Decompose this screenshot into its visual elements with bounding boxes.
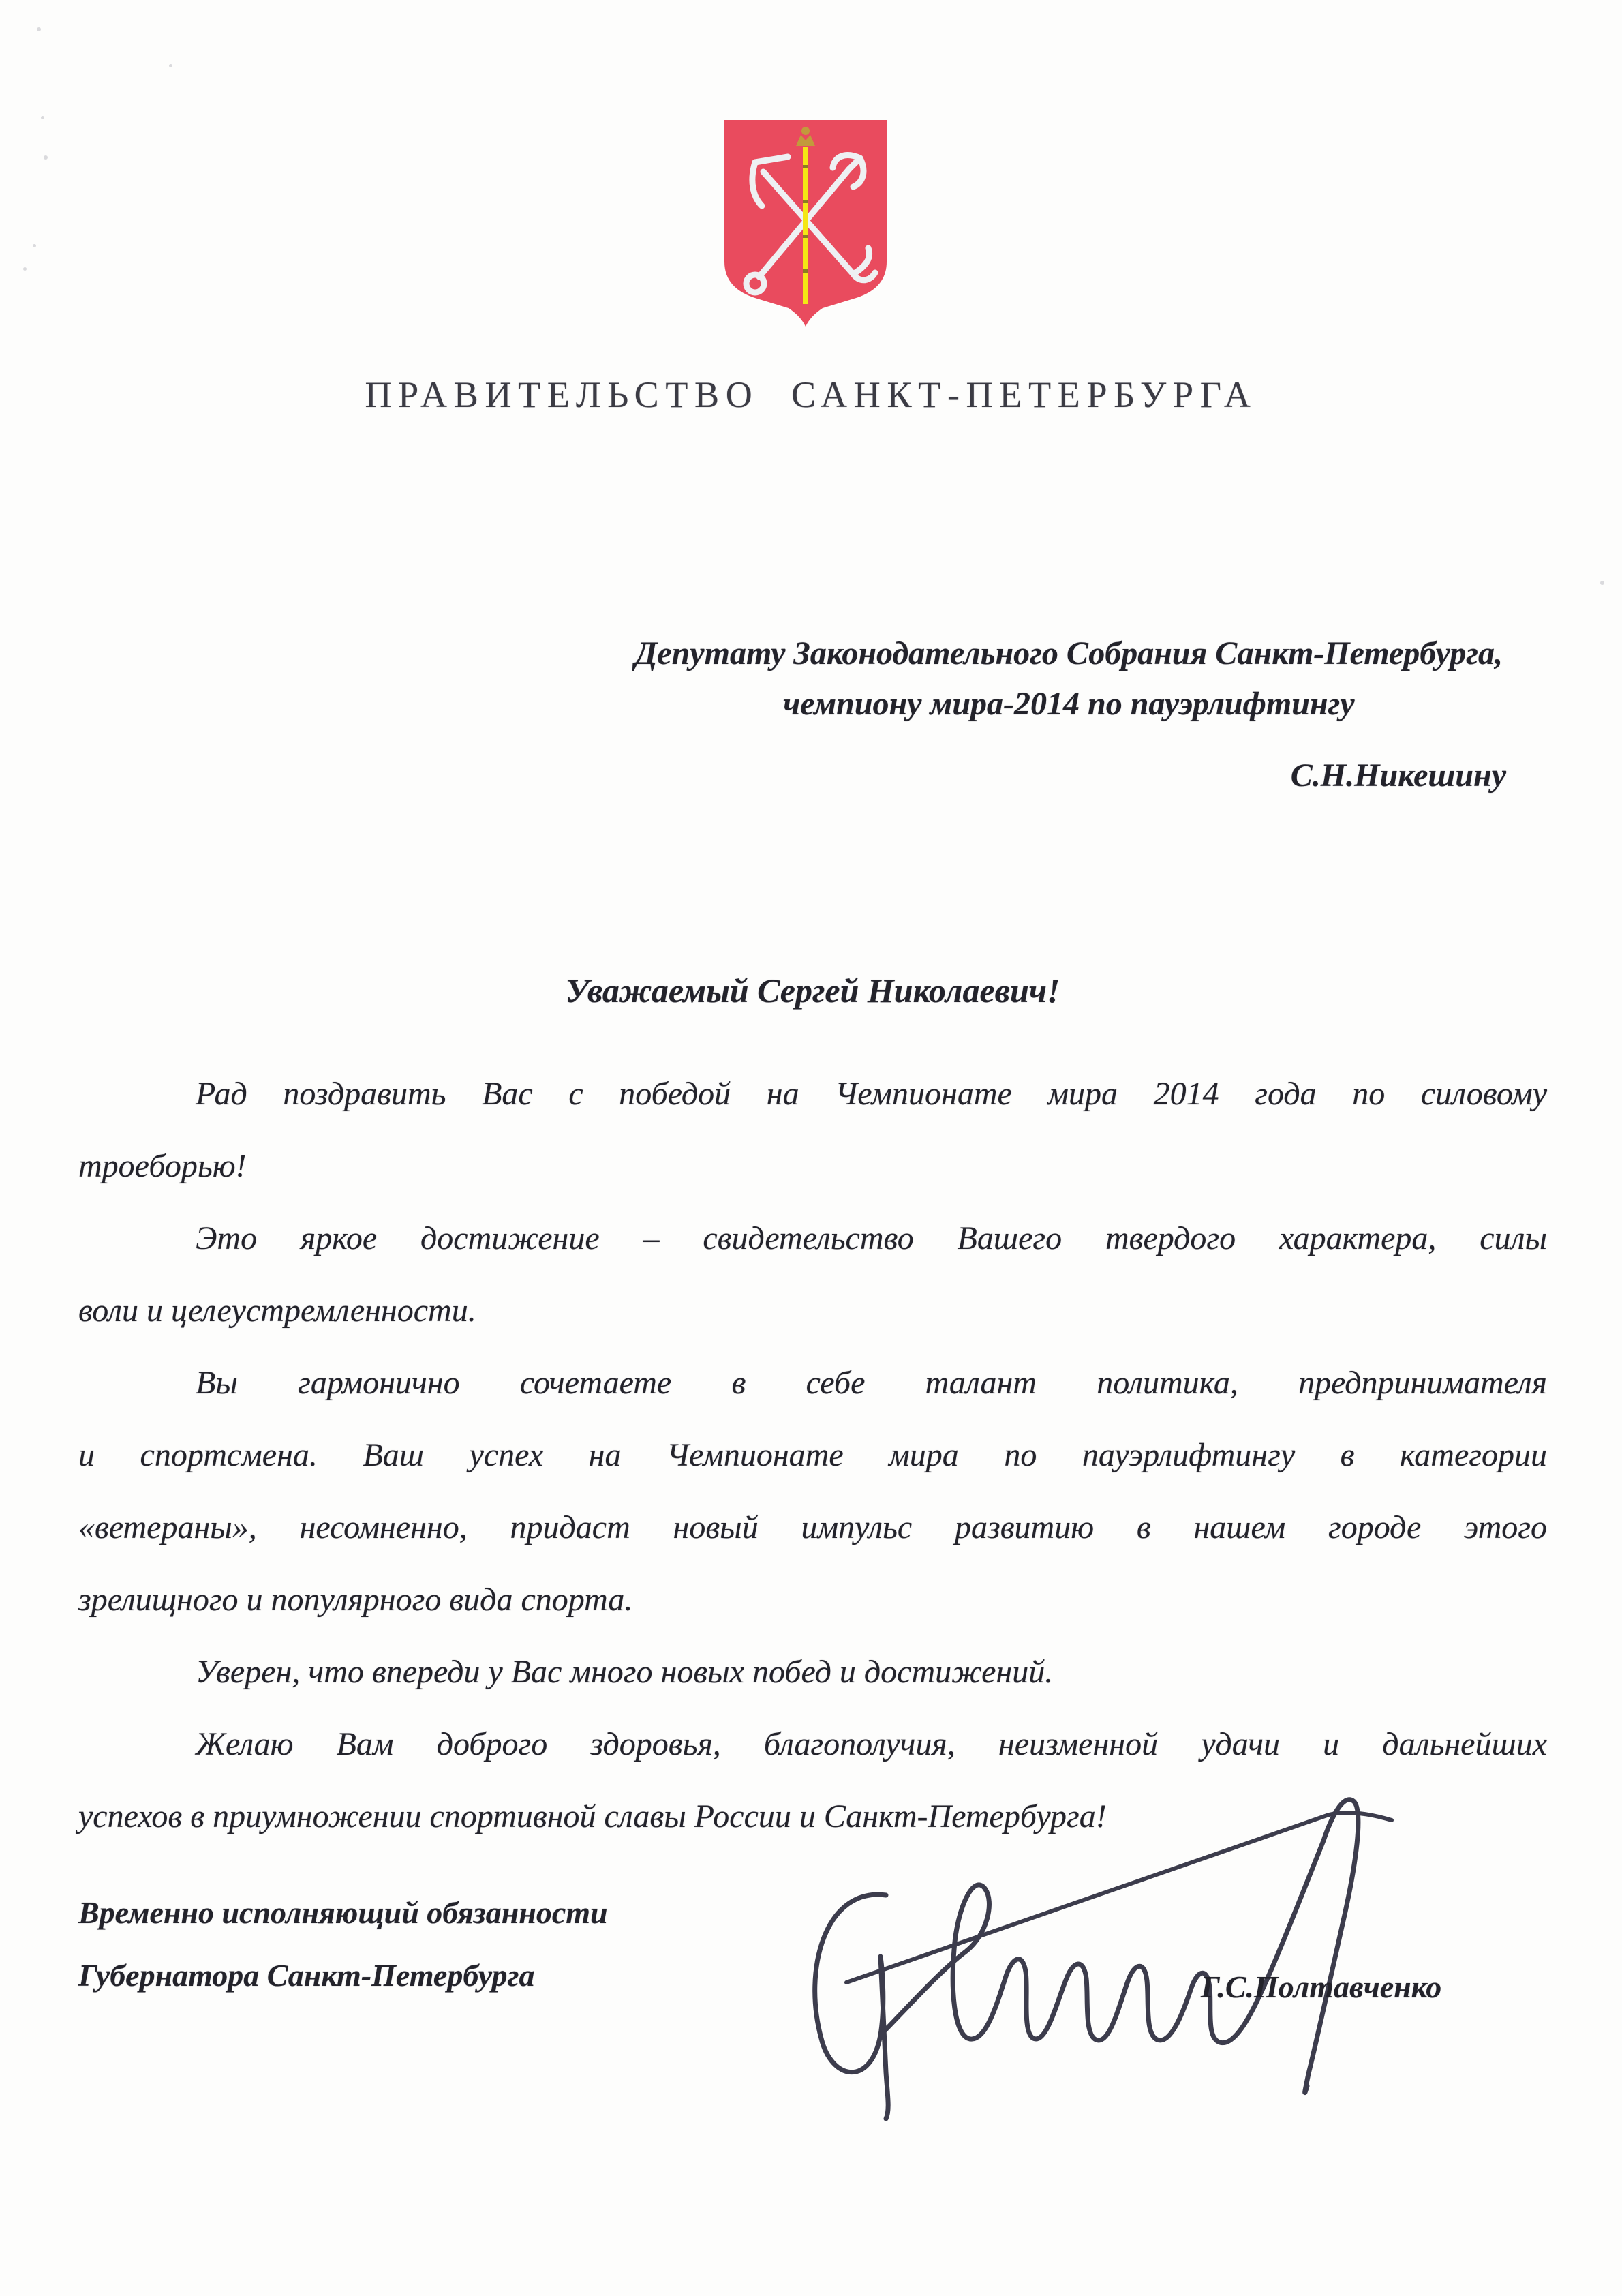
body-line: и спортсмена. Ваш успех на Чемпионате мира по пауэрлифтингу в категории — [78, 1437, 1547, 1473]
body-line: воли и целеустремленности. — [78, 1293, 476, 1329]
body-line: «ветераны», несомненно, придаст новый импульс развитию в нашем городе этого — [78, 1509, 1547, 1545]
scan-speckle — [169, 64, 172, 67]
signature-handwritten-icon — [784, 1745, 1397, 2127]
scan-speckle — [37, 27, 41, 31]
scan-speckle — [23, 267, 27, 271]
organization-name: ПРАВИТЕЛЬСТВО САНКТ-ПЕТЕРБУРГА — [365, 374, 1257, 415]
signer-title-line-1: Временно исполняющий обязанности — [78, 1895, 608, 1930]
addressee-line-2: чемпиону мира-2014 по пауэрлифтингу — [782, 686, 1355, 722]
signer-name: Г.С.Полтавченко — [1201, 1969, 1442, 2004]
signer-title — [78, 1882, 608, 2007]
body-line: Это яркое достижение – свидетельство Вашего твердого характера, силы — [196, 1220, 1547, 1256]
addressee-block — [635, 629, 1503, 729]
letter-body — [78, 1058, 1547, 1853]
body-line: Рад поздравить Вас с победой на Чемпионате мира 2014 года по силовому — [196, 1076, 1547, 1112]
body-line: троеборью! — [78, 1148, 247, 1184]
salutation: Уважаемый Сергей Николаевич! — [565, 971, 1060, 1010]
scan-speckle — [44, 155, 48, 160]
body-line: зрелищного и популярного вида спорта. — [78, 1582, 633, 1618]
scan-speckle — [41, 116, 44, 119]
saint-petersburg-coat-of-arms-icon — [720, 117, 891, 330]
body-line: Уверен, что впереди у Вас много новых побед и достижений. — [196, 1654, 1054, 1690]
body-line: Вы гармонично сочетаете в себе талант политика, предпринимателя — [196, 1365, 1547, 1401]
body-line: успехов в приумножении спортивной славы России и Санкт-Петербурга! — [78, 1798, 1107, 1834]
addressee-line-1: Депутату Законодательного Собрания Санкт-Петербурга, — [634, 635, 1503, 671]
addressee-name: С.Н.Никешину — [1290, 757, 1506, 794]
signer-title-line-2: Губернатора Санкт-Петербурга — [78, 1958, 535, 1993]
body-line: Желаю Вам доброго здоровья, благополучия, неизменной удачи и дальнейших — [196, 1726, 1547, 1762]
scan-speckle — [1600, 581, 1604, 585]
scan-speckle — [33, 244, 36, 247]
